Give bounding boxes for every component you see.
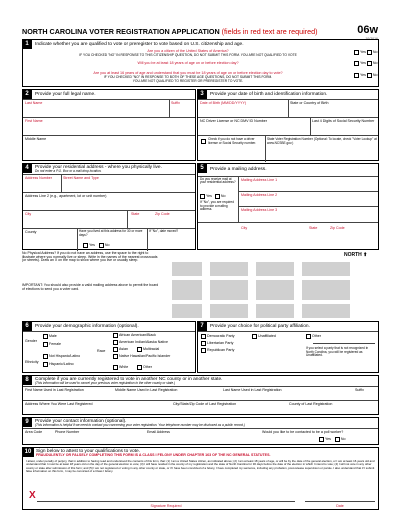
section-heading: Provide your date of birth and identification information. [210,91,328,97]
section-3 [197,89,379,161]
female-checkbox[interactable] [43,342,48,347]
no-physical-important: IMPORTANT: You should also provide a valid mailing address above to permit the board of elections to send you a voter card. [22,283,159,291]
race-label: Race [97,349,106,353]
address-number-label: Address Number [25,176,52,180]
section-heading: Provide your choice for political party affiliation. [210,323,310,329]
female-label: Female [49,342,61,347]
race-option: Other [143,365,152,370]
party-checkbox[interactable] [252,334,257,339]
section-9 [22,417,379,445]
ssn-label: Last 4 Digits of Social Security Number [312,119,375,123]
section-number: 2 [23,90,32,99]
race-option: Native Hawaiian/Pacific Islander [119,354,171,359]
first-name-label: First Name [25,119,43,123]
race-option: African American/Black [119,333,156,338]
mail-line-3-label: Mailing Address Line 3 [241,208,278,212]
section-heading: Provide a mailing address. [210,167,267,172]
race-option: Multiracial [143,347,160,352]
no-physical-text: No Physical Address? If you do not have an address, use the space to the right to illustrate where you normally live or sleep. Write in the names of the nearest crossroads (or streets). Draw an X on the map to show where you live or usually sleep. [22,251,158,263]
citizen-yes-checkbox[interactable] [354,50,359,55]
section-5 [197,163,379,250]
citizen-note: IF YOU CHECKED "NO" IN RESPONSE TO THIS CITIZENSHIP QUESTION, DO NOT SUBMIT THIS FORM. YOU ARE NOT QUALIFIED TO VOTE [79,53,297,57]
receive-mail-label: Do you receive mail at your residential address? [200,176,236,185]
race-checkbox[interactable] [113,354,118,359]
birth-state-label: State or Country of Birth [290,101,329,105]
party-note: If you select a party that is not recognized in North Carolina, you will be registered as Unaffiliated. [306,346,369,358]
age16-yes-checkbox[interactable] [354,73,359,78]
age16-no-checkbox[interactable] [367,73,372,78]
area-code-label: Area Code [25,430,43,434]
race-checkbox[interactable] [113,347,118,352]
county-label: County [25,230,37,234]
no-id-label: Check if you do not have a driver license or Social Security number. [208,137,257,145]
zip-label: Zip Code [155,212,170,216]
suffix-label: Suffix [171,101,180,105]
city-label: City [25,212,32,216]
map-grid[interactable] [172,262,350,318]
not-hispanic-label: Not Hispanic/Latino [49,354,81,359]
age18-no-checkbox[interactable] [367,61,372,66]
citizen-question: Are you a citizen of the United States of America? [147,49,229,53]
required-note: (fields in red text are required) [221,27,318,36]
citizen-no-checkbox[interactable] [367,50,372,55]
section-4 [22,163,196,250]
signature-field[interactable] [37,488,295,501]
mail-city-label: City [241,226,248,230]
section-number: 7 [198,322,207,331]
form-number: 06w [357,24,378,36]
section-heading: Provide your residential address - where you physically live. [35,164,162,170]
prev-last-label: Last Name Used in Last Registration [223,388,282,392]
unit-label: Address Line 2 (e.g., apartment, lot or unit number) [25,194,107,198]
section-heading: Indicate whether you are qualified to vote or preregister to vote based on U.S. citizenship and age. [35,41,244,47]
section-number: 8 [23,376,32,385]
prev-address-label: Address Where You Were Last Registered [25,402,93,406]
age-16-question: Are you at least 16 years of age and understand that you must be 18 years of age on or before election day to vote? [93,71,283,75]
section-number: 6 [23,322,32,331]
last-name-label: Last Name [25,101,43,105]
email-label: Email Address [147,430,170,434]
no-physical-address-area [22,252,379,318]
receive-mail-yes-checkbox[interactable] [200,194,205,199]
poll-yes-checkbox[interactable] [319,437,324,442]
mail-line-2-label: Mailing Address Line 2 [241,193,278,197]
poll-worker-yes-no: Yes No [319,437,345,442]
prev-city-label: City/State/Zip Code of Last Registration [173,402,237,406]
ethnicity-label: Ethnicity [25,360,39,364]
not-hispanic-checkbox[interactable] [43,354,48,359]
section-7 [197,321,379,373]
lived30-yes-no: Yes No [83,243,109,248]
age18-yes-no: Yes No [354,61,377,66]
lived30-yes-checkbox[interactable] [83,243,88,248]
section-heading: Provide your demographic information (optional). [35,323,139,329]
race-checkbox[interactable] [113,340,118,345]
mail-zip-label: Zip Code [330,226,345,230]
dob-label: Date of Birth (MM/DD/YYYY) [200,101,247,105]
party-checkbox[interactable] [201,341,206,346]
receive-mail-yes-no: Yes No [200,194,225,199]
north-arrow-icon: NORTH ⬆ [344,252,368,258]
middle-name-label: Middle Name [25,137,47,141]
section-number: 1 [23,40,32,49]
section-heading: Provide your full legal name. [35,91,96,97]
race-checkbox[interactable] [137,365,142,370]
race-option: American Indian/Alaska Native [119,340,168,345]
signature-x: X [29,490,36,501]
age16-yes-no: Yes No [354,73,377,78]
section-number: 4 [23,164,32,173]
po-box-note: Do not enter a P.O. Box or a mail drop location. [35,168,102,173]
mail-line-1-label: Mailing Address Line 1 [241,178,278,182]
lived-30-label: Have you lived at this address for 30 or more days? [79,229,143,237]
section-heading: Sign below to attest to your qualifications to vote. [36,448,140,454]
age-18-question: Will you be at least 18 years of age on or before election day? [137,61,239,65]
poll-no-checkbox[interactable] [335,437,340,442]
phone-label: Phone Number [55,430,80,434]
race-checkbox[interactable] [113,365,118,370]
section-heading: Complete if you are currently registered to vote in another NC county or in another state. [35,376,223,382]
state-id-label: State Voter Registration Number (Optional: To locate, check "Voter Lookup" at www.NCSBE.gov.) [267,137,377,145]
date-moved-label: If "No", date moved? [149,229,179,233]
date-field[interactable] [305,488,375,501]
prev-county-label: County of Last Registration [289,402,333,406]
street-label: Street Name and Type [63,176,99,180]
mail-required-note: If "No", you are required to provide a mailing address. [200,200,234,212]
race-option: Asian [119,347,128,352]
receive-mail-no-checkbox[interactable] [215,194,220,199]
party-checkbox[interactable] [201,334,206,339]
poll-worker-label: Would you like to be contacted to be a poll worker? [262,430,344,434]
male-label: Male [49,334,57,339]
party-checkbox[interactable] [306,334,311,339]
date-label: Date [336,504,344,508]
prev-first-label: First Name Used in Last Registration [25,388,84,392]
section-heading: Provide your contact information (optional). [35,418,127,424]
section-2 [22,89,196,161]
race-checkbox[interactable] [137,347,142,352]
state-label: State [131,212,140,216]
section-number: 10 [23,448,34,457]
section-note: (This information is helpful if we need to contact you concerning your voter registration. Your telephone number may be disclosed as a public record.) [35,422,245,427]
gender-label: Gender [25,339,37,343]
hispanic-checkbox[interactable] [43,362,48,367]
citizen-yes-no: Yes No [354,50,377,55]
revision-code: 10/2016 [365,37,378,41]
section-number: 5 [198,164,207,173]
form-title: NORTH CAROLINA VOTER REGISTRATION APPLICATION (fields in red text are required) [22,27,318,36]
felony-warning: FRAUDULENTLY OR FALSELY COMPLETING THIS FORM IS A CLASS I FELONY UNDER CHAPTER 163 OF THE NC GENERAL STATUTES. [36,453,271,457]
hispanic-label: Hispanic/Latino [49,362,74,367]
party-checkbox[interactable] [201,348,206,353]
party-option: Republican Party [207,348,235,353]
male-checkbox[interactable] [43,334,48,339]
section-6 [22,321,196,373]
signature-label: Signature Required [150,504,182,508]
lived30-no-checkbox[interactable] [99,243,104,248]
section-10 [22,447,379,510]
mail-state-label: State [309,226,318,230]
race-option: White [119,365,129,370]
party-option: Libertarian Party [207,341,234,346]
prev-suffix-label: Suffix [355,388,364,392]
section-1 [22,39,379,87]
no-id-checkbox[interactable] [201,139,206,144]
party-option: Other [312,334,321,339]
section-note: (This information will be used to cancel your previous voter registration in the other county or state.) [35,380,176,385]
section-number: 9 [23,418,32,427]
age-note-2: YOU ARE NOT QUALIFIED TO REGISTER OR PREREGISTER TO VOTE. [132,79,244,83]
party-option: Democratic Party [207,334,235,339]
attestation-text: I attest, under penalty of perjury, that in addition to having read and understood the contents of this form, that: (1) I am a United States citizen, as indicated above; (2) I am at least 18 years of age, or will be by the date of the general election, or I am at least 16 years old and understand that I must be at least 18 years old on the day of the general election to vote; (3) I will have resided in the county of my registration and the state of North Carolina for 30 days before the date of the election in which I intend to vote; (4) I will not vote in any other county or state after submission of this form; and (5) I am not registered or voting in any other county or state, or if I have been convicted of a felony, I have completed my sentence, including any probation, post-release supervision or parole. I also understand that if I submit false information on this form, I may be convicted of a Class I felony. [26,459,375,473]
section-8 [22,375,379,415]
age-note-1: IF YOU CHECKED "NO" IN RESPONSE TO BOTH OF THESE AGE QUESTIONS, DO NOT SUBMIT THIS FORM. [103,75,273,79]
dl-label: NC Driver License or NC DMV ID Number [200,119,267,123]
prev-middle-label: Middle Name Used in Last Registration [115,388,178,392]
section-number: 3 [198,90,207,99]
party-option: Unaffiliated [258,334,276,339]
age18-yes-checkbox[interactable] [354,61,359,66]
race-checkbox[interactable] [113,333,118,338]
